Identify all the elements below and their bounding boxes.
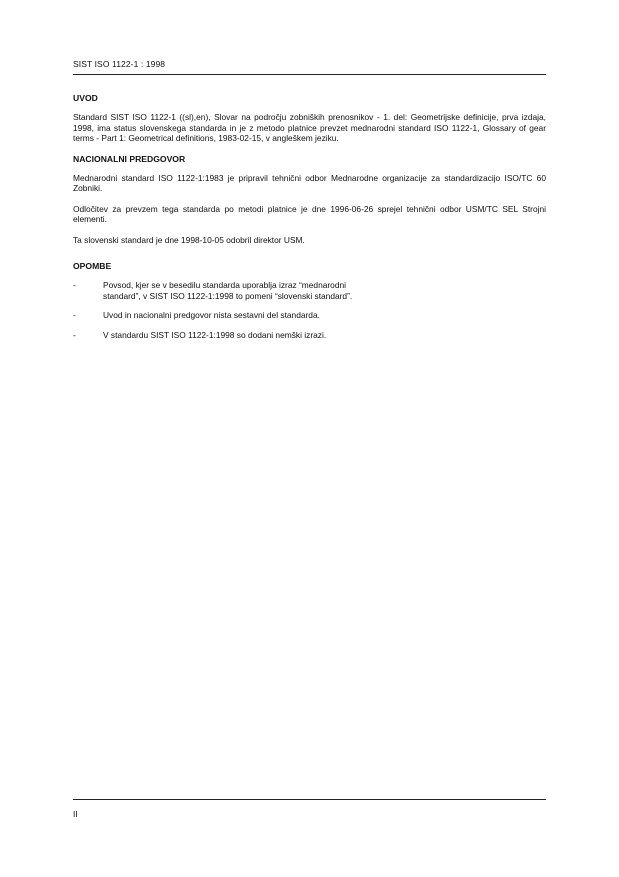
note-item [73, 280, 546, 301]
note-dash: - [73, 280, 76, 291]
note-item [73, 310, 546, 320]
note-text: V standardu SIST ISO 1122-1:1998 so dodani nemški izrazi. [103, 329, 327, 340]
opombe-heading: OPOMBE [73, 261, 112, 272]
page-number: II [73, 809, 78, 819]
note-dash: - [73, 310, 76, 321]
page-header [73, 58, 546, 75]
predgovor-paragraph-2: Odločitev za prevzem tega standarda po metodi platnice je dne 1996-06-26 sprejel tehnični odbor USM/TC SEL Strojni elementi. [73, 203, 546, 225]
predgovor-heading: NACIONALNI PREDGOVOR [73, 153, 186, 164]
note-dash: - [73, 329, 76, 340]
predgovor-paragraph-3: Ta slovenski standard je dne 1998-10-05 odobril direktor USM. [73, 234, 305, 245]
uvod-paragraph: Standard SIST ISO 1122-1 ((sl),en), Slovar na področju zobniških prenosnikov - 1. del: Geometrijske definicije, prva izdaja, 1998, ima status slovenskega standarda in je z metodo platnice prevzet mednarodni standard ISO 1122-1, Glossary of gear terms - Part 1: Geometrical definitions, 1983-02-15, v angleškem jeziku. [73, 112, 546, 144]
note-text: Povsod, kjer se v besedilu standarda uporablja izraz “mednarodni standard”, v SIST ISO 1122-1:1998 to pomeni “slovenski standard”. [103, 280, 353, 301]
page-content [73, 93, 546, 349]
opombe-list [73, 280, 546, 340]
page-footer [73, 799, 546, 819]
note-item [73, 330, 546, 340]
document-title: SIST ISO 1122-1 : 1998 [73, 59, 166, 69]
note-text: Uvod in nacionalni predgovor nista sestavni del standarda. [103, 310, 320, 321]
uvod-heading: UVOD [73, 93, 98, 103]
predgovor-paragraph-1: Mednarodni standard ISO 1122-1:1983 je pripravil tehnični odbor Mednarodne organizacije za standardizacijo ISO/TC 60 Zobniki. [73, 173, 546, 194]
